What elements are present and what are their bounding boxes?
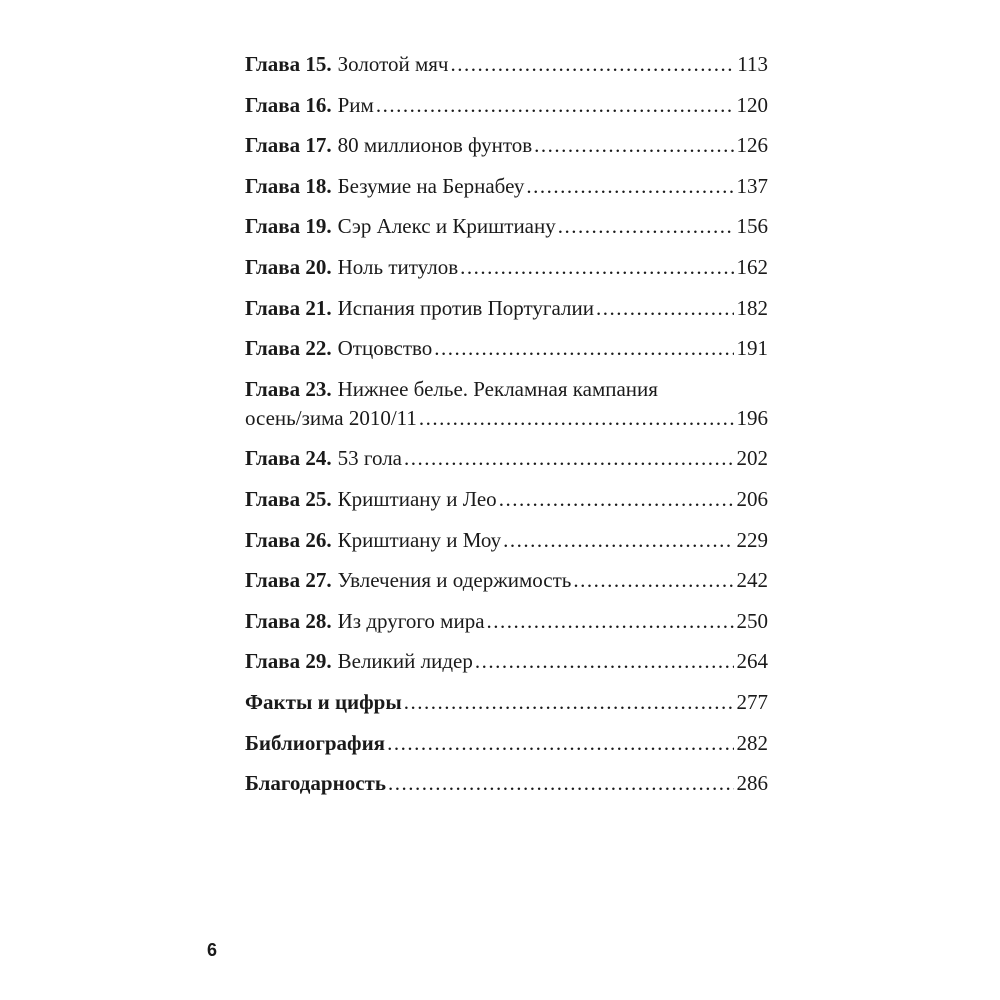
page-number: 113 <box>737 52 768 76</box>
dot-leader <box>503 526 733 555</box>
chapter-title-continuation: осень/зима 2010/11 <box>245 405 417 430</box>
chapter-title: 53 гола <box>337 446 402 471</box>
chapter-label: Глава 24. <box>245 446 332 471</box>
page-number: 156 <box>736 214 768 239</box>
toc-entry[interactable] <box>245 647 768 676</box>
dot-leader <box>487 607 734 636</box>
page-number: 191 <box>736 336 768 361</box>
page-number: 182 <box>736 295 768 320</box>
dot-leader <box>460 253 733 282</box>
page-number: 229 <box>736 527 768 552</box>
dot-leader <box>387 729 733 758</box>
toc-entry[interactable] <box>245 729 768 758</box>
page-number: 126 <box>736 133 768 158</box>
chapter-label: Глава 17. <box>245 133 332 158</box>
toc-entry[interactable] <box>245 769 768 798</box>
page-number: 282 <box>736 730 768 755</box>
chapter-title: Рим <box>337 92 374 117</box>
toc-entry[interactable] <box>245 131 768 160</box>
section-label: Библиография <box>245 730 386 755</box>
toc-entry[interactable] <box>245 50 768 79</box>
toc-entry[interactable] <box>245 334 768 363</box>
page-number: 137 <box>736 173 768 198</box>
chapter-title: Из другого мира <box>337 608 485 633</box>
section-label: Благодарность <box>245 771 386 796</box>
chapter-title: Отцовство <box>337 336 433 361</box>
page-number: 264 <box>736 649 768 674</box>
toc-entry[interactable] <box>245 253 768 282</box>
section-label: Факты и цифры <box>245 689 402 714</box>
chapter-label: Глава 19. <box>245 214 332 239</box>
chapter-label: Глава 20. <box>245 254 332 279</box>
chapter-label: Глава 29. <box>245 649 332 674</box>
toc-entry[interactable] <box>245 91 768 120</box>
toc-entry[interactable] <box>245 444 768 473</box>
page-number: 250 <box>736 608 768 633</box>
dot-leader <box>534 131 733 160</box>
chapter-label: Глава 18. <box>245 173 332 198</box>
toc-entry[interactable] <box>245 526 768 555</box>
chapter-label: Глава 23. <box>245 376 332 401</box>
page-number: 120 <box>736 92 768 117</box>
page-number: 162 <box>736 254 768 279</box>
dot-leader <box>499 485 734 514</box>
chapter-title: Великий лидер <box>337 649 473 674</box>
chapter-label: Глава 26. <box>245 527 332 552</box>
dot-leader <box>596 294 734 323</box>
chapter-title: Безумие на Бернабеу <box>337 173 525 198</box>
chapter-title: Увлечения и одержимость <box>337 568 572 593</box>
chapter-title: Ноль титулов <box>337 254 459 279</box>
chapter-label: Глава 16. <box>245 92 332 117</box>
dot-leader <box>419 404 734 433</box>
page-number: 196 <box>736 405 768 430</box>
toc-entry[interactable] <box>245 688 768 717</box>
chapter-label: Глава 25. <box>245 486 332 511</box>
dot-leader <box>475 647 734 676</box>
page-number: 206 <box>736 486 768 511</box>
table-of-contents <box>245 50 768 810</box>
chapter-title: Золотой мяч <box>337 52 449 76</box>
dot-leader <box>376 91 734 120</box>
toc-entry[interactable] <box>245 485 768 514</box>
toc-entry[interactable] <box>245 294 768 323</box>
page-number: 277 <box>736 689 768 714</box>
toc-entry[interactable] <box>245 375 768 433</box>
page-number: 286 <box>736 771 768 796</box>
chapter-title: Криштиану и Лео <box>337 486 497 511</box>
dot-leader <box>404 688 734 717</box>
chapter-label: Глава 22. <box>245 336 332 361</box>
dot-leader <box>404 444 734 473</box>
dot-leader <box>434 334 733 363</box>
chapter-title: Испания против Португалии <box>337 295 594 320</box>
page-number: 242 <box>736 568 768 593</box>
dot-leader <box>558 212 734 241</box>
chapter-title: Сэр Алекс и Криштиану <box>337 214 556 239</box>
chapter-title: Нижнее белье. Рекламная кампания <box>337 376 658 401</box>
dot-leader <box>450 50 734 79</box>
dot-leader <box>388 769 734 798</box>
dot-leader <box>573 566 733 595</box>
toc-entry[interactable] <box>245 607 768 636</box>
chapter-label: Глава 15. <box>245 52 332 76</box>
chapter-label: Глава 28. <box>245 608 332 633</box>
toc-entry[interactable] <box>245 212 768 241</box>
chapter-label: Глава 27. <box>245 568 332 593</box>
toc-entry[interactable] <box>245 172 768 201</box>
page-folio: 6 <box>207 940 218 960</box>
chapter-label: Глава 21. <box>245 295 332 320</box>
chapter-title: 80 миллионов фунтов <box>337 133 533 158</box>
toc-entry[interactable] <box>245 566 768 595</box>
page-number: 202 <box>736 446 768 471</box>
chapter-title: Криштиану и Моу <box>337 527 502 552</box>
dot-leader <box>526 172 733 201</box>
